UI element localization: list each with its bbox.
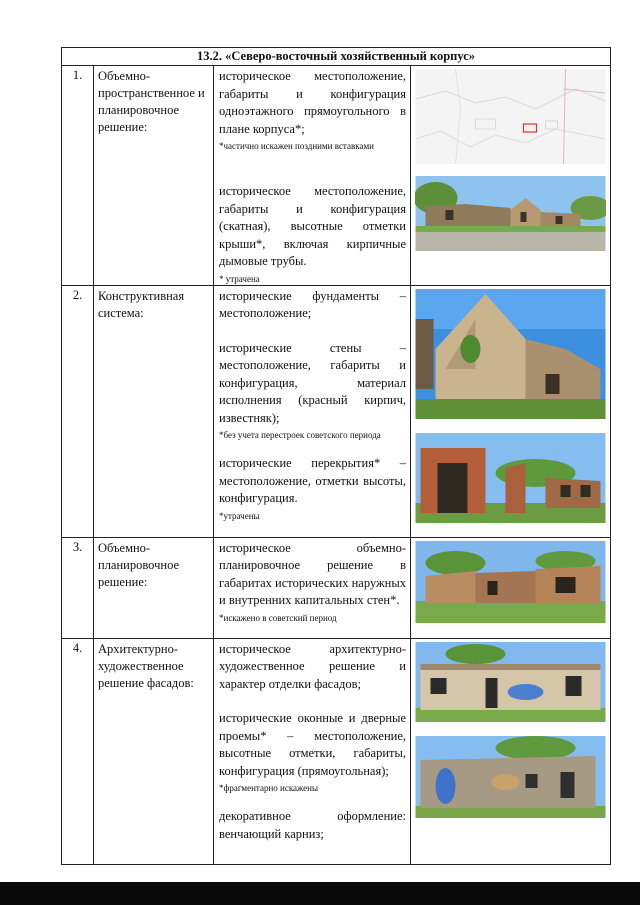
description-paragraph: историческое местоположение, габариты и конфигурация одноэтажного прямоугольного в плане корпуса*; [219, 69, 406, 136]
row-number: 3. [62, 537, 94, 638]
description-paragraph: исторические стены – местоположение, габариты и конфигурация, материал исполнения (красный кирпич, известняк); [219, 340, 406, 425]
section-title: 13.2. «Северо-восточный хозяйственный корпус» [62, 48, 611, 66]
description-paragraph: исторические фундаменты – местоположение; [219, 288, 406, 320]
photos-cell [411, 66, 611, 286]
row-number: 1. [62, 66, 94, 286]
stone-facade-mural-photo [415, 736, 606, 818]
description-paragraph: историческое местоположение, габариты и конфигурация (скатная), высотные отметки крыши*, включая кирпичные дымовые трубы. [219, 184, 406, 268]
photos-cell [411, 285, 611, 537]
building-street-view-photo [415, 176, 606, 251]
footnote: *искажено в советский период [219, 612, 337, 623]
photos-cell [411, 638, 611, 864]
ruined-building-overview-photo [415, 541, 606, 623]
site-plan-map [415, 69, 606, 164]
ruined-brick-walls-photo [415, 433, 606, 523]
footnote: *частично искажен поздними вставками [219, 141, 374, 151]
feature-name: Архитектурно-художественное решение фасадов: [94, 638, 214, 864]
table-row [62, 66, 611, 286]
footnote: *утрачены [219, 510, 260, 521]
table-row [62, 285, 611, 537]
feature-name: Объемно-пространственное и планировочное решение: [94, 66, 214, 286]
description-paragraph: декоративное оформление: венчающий карниз; [219, 809, 406, 841]
footnote: * утрачена [219, 273, 260, 284]
row-number: 2. [62, 285, 94, 537]
feature-description [214, 537, 411, 638]
table-row [62, 537, 611, 638]
description-paragraph: исторические перекрытия* – местоположение, отметки высоты, конфигурация. [219, 456, 406, 505]
monument-features-table [61, 47, 611, 865]
footnote: *без учета перестроек советского периода [219, 430, 381, 440]
description-paragraph: исторические оконные и дверные проемы* – местоположение, высотные отметки, габариты, конфигурация (прямоугольная); [219, 711, 406, 778]
feature-name: Объемно-планировочное решение: [94, 537, 214, 638]
description-paragraph: историческое объемно-планировочное решение в габаритах исторических наружных и внутренних капитальных стен*. [219, 540, 406, 607]
photos-cell [411, 537, 611, 638]
ruined-gable-wall-photo [415, 289, 606, 419]
table-row [62, 638, 611, 864]
feature-description [214, 285, 411, 537]
painted-facade-photo [415, 642, 606, 722]
description-paragraph: историческое архитектурно-художественное решение и характер отделки фасадов; [219, 641, 406, 691]
footnote: *фрагментарно искажены [219, 783, 319, 793]
scan-bottom-edge [0, 882, 640, 905]
feature-name: Конструктивная система: [94, 285, 214, 537]
feature-description [214, 66, 411, 286]
feature-description [214, 638, 411, 864]
table-header-row [62, 48, 611, 66]
row-number: 4. [62, 638, 94, 864]
